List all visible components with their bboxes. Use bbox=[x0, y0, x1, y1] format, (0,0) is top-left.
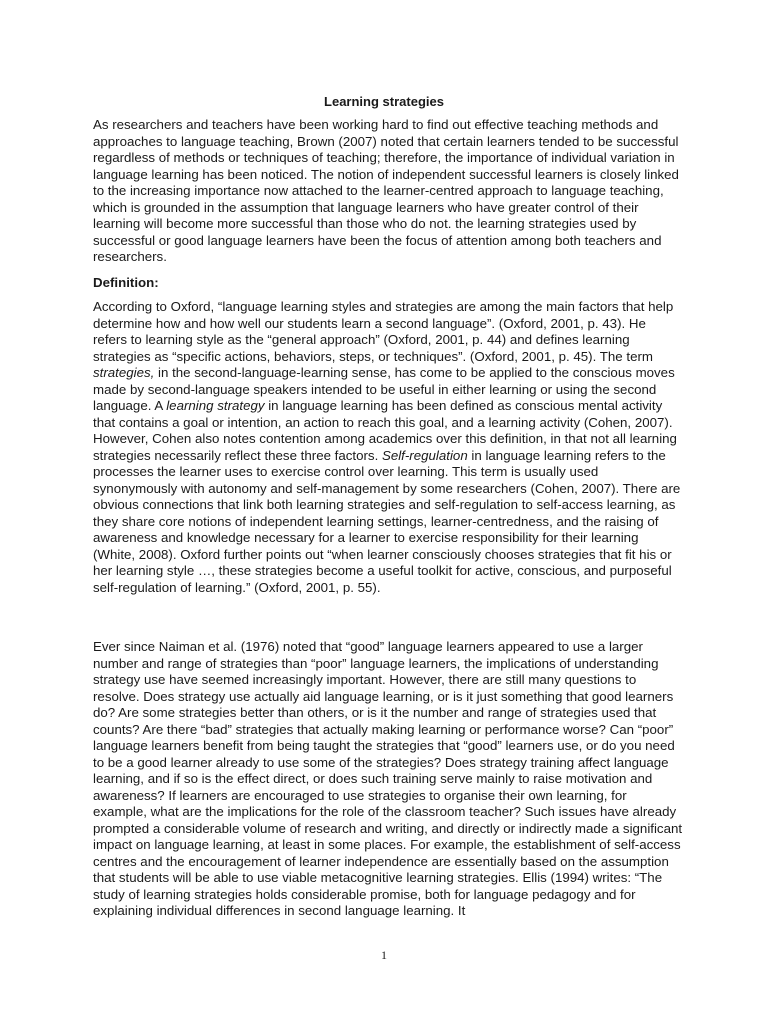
italic-term: strategies, bbox=[93, 365, 155, 380]
text-run: in language learning refers to the processes the learner uses to exercise control over learning. This term is usually used synonymously with autonomy and self-management by some researchers (Cohen, 2007). There are obvious connections that link both learning strategies and self-regulation to self-access learning, as they share core notions of independent learning settings, learner-centredness, and the raising of awareness and knowledge necessary for a learner to exercise responsibility for their learning (White, 2008). Oxford further points out “when learner consciously chooses strategies that fit his or her learning style …, these strategies become a useful toolkit for active, conscious, and purposeful self-regulation of learning.” (Oxford, 2001, p. 55). bbox=[93, 447, 681, 595]
text-run: in language learning has been defined as conscious mental activity that contains a goal or intention, an action to reach this goal, and a learning activity (Cohen, 2007). However, Cohen also notes contention among academics over this definition, in that not all learning strategies necessarily reflect these three factors. bbox=[93, 398, 677, 463]
definition-heading: Definition: bbox=[93, 275, 159, 290]
text-run: According to Oxford, “language learning styles and strategies are among the main factors that help determine how and how well our students learn a second language”. (Oxford, 2001, p. 43). He refers to learning style as the “general approach” (Oxford, 2001, p. 44) and defines learning strategies as “specific actions, behaviors, steps, or techniques”. (Oxford, 2001, p. 45). The term bbox=[93, 299, 674, 364]
italic-term: Self-regulation bbox=[381, 447, 468, 463]
intro-text: As researchers and teachers have been working hard to find out effective teaching methods and approaches to language teaching, Brown (2007) noted that certain learners tended to be successful regardless of methods or techniques of teaching; therefore, the importance of individual variation in language learning has been noticed. The notion of independent successful learners is closely linked to the increasing importance now attached to the learner-centred approach to language teaching, which is grounded in the assumption that language learners who have greater control of their learning will become more successful than those who do not. the learning strategies used by successful or good language learners have been the focus of attention among both teachers and researchers. bbox=[93, 117, 679, 264]
definition-paragraph bbox=[93, 299, 683, 596]
text-run: in the second-language-learning sense, has come to be applied to the conscious moves made by second-language speakers intended to be useful in either learning or using the second language. A bbox=[93, 365, 675, 413]
page-title: Learning strategies bbox=[324, 94, 444, 109]
strategy-use-text: Ever since Naiman et al. (1976) noted that “good” language learners appeared to use a larger number and range of strategies than “poor” language learners, the implications of understanding strategy use have seemed increasingly important. However, there are still many questions to resolve. Does strategy use actually aid language learning, or is it just something that good learners do? Are some strategies better than others, or is it the number and range of strategies used that counts? Are there “bad” strategies that actually making learning or performance worse? Can “poor” language learners benefit from being taught the strategies that “good” learners use, or do you need to be a good learner already to use some of the strategies? Does strategy training affect language learning, and if so is the effect direct, or does such training serve mainly to raise motivation and awareness? If learners are encouraged to use strategies to organise their own learning, for example, what are the implications for the role of the classroom teacher? Such issues have already prompted a considerable volume of research and writing, and directly or indirectly made a significant impact on language learning, at least in some places. For example, the establishment of self-access centres and the encouragement of learner independence are essentially based on the assumption that students will be able to use viable metacognitive learning strategies. Ellis (1994) writes: “The study of learning strategies holds considerable promise, both for language pedagogy and for explaining individual differences in second language learning. It bbox=[93, 639, 683, 918]
page-number: 1 bbox=[381, 948, 387, 962]
italic-term: learning strategy bbox=[166, 398, 265, 413]
intro-paragraph bbox=[93, 117, 683, 266]
definition-text bbox=[93, 299, 683, 596]
strategy-use-paragraph bbox=[93, 639, 683, 920]
